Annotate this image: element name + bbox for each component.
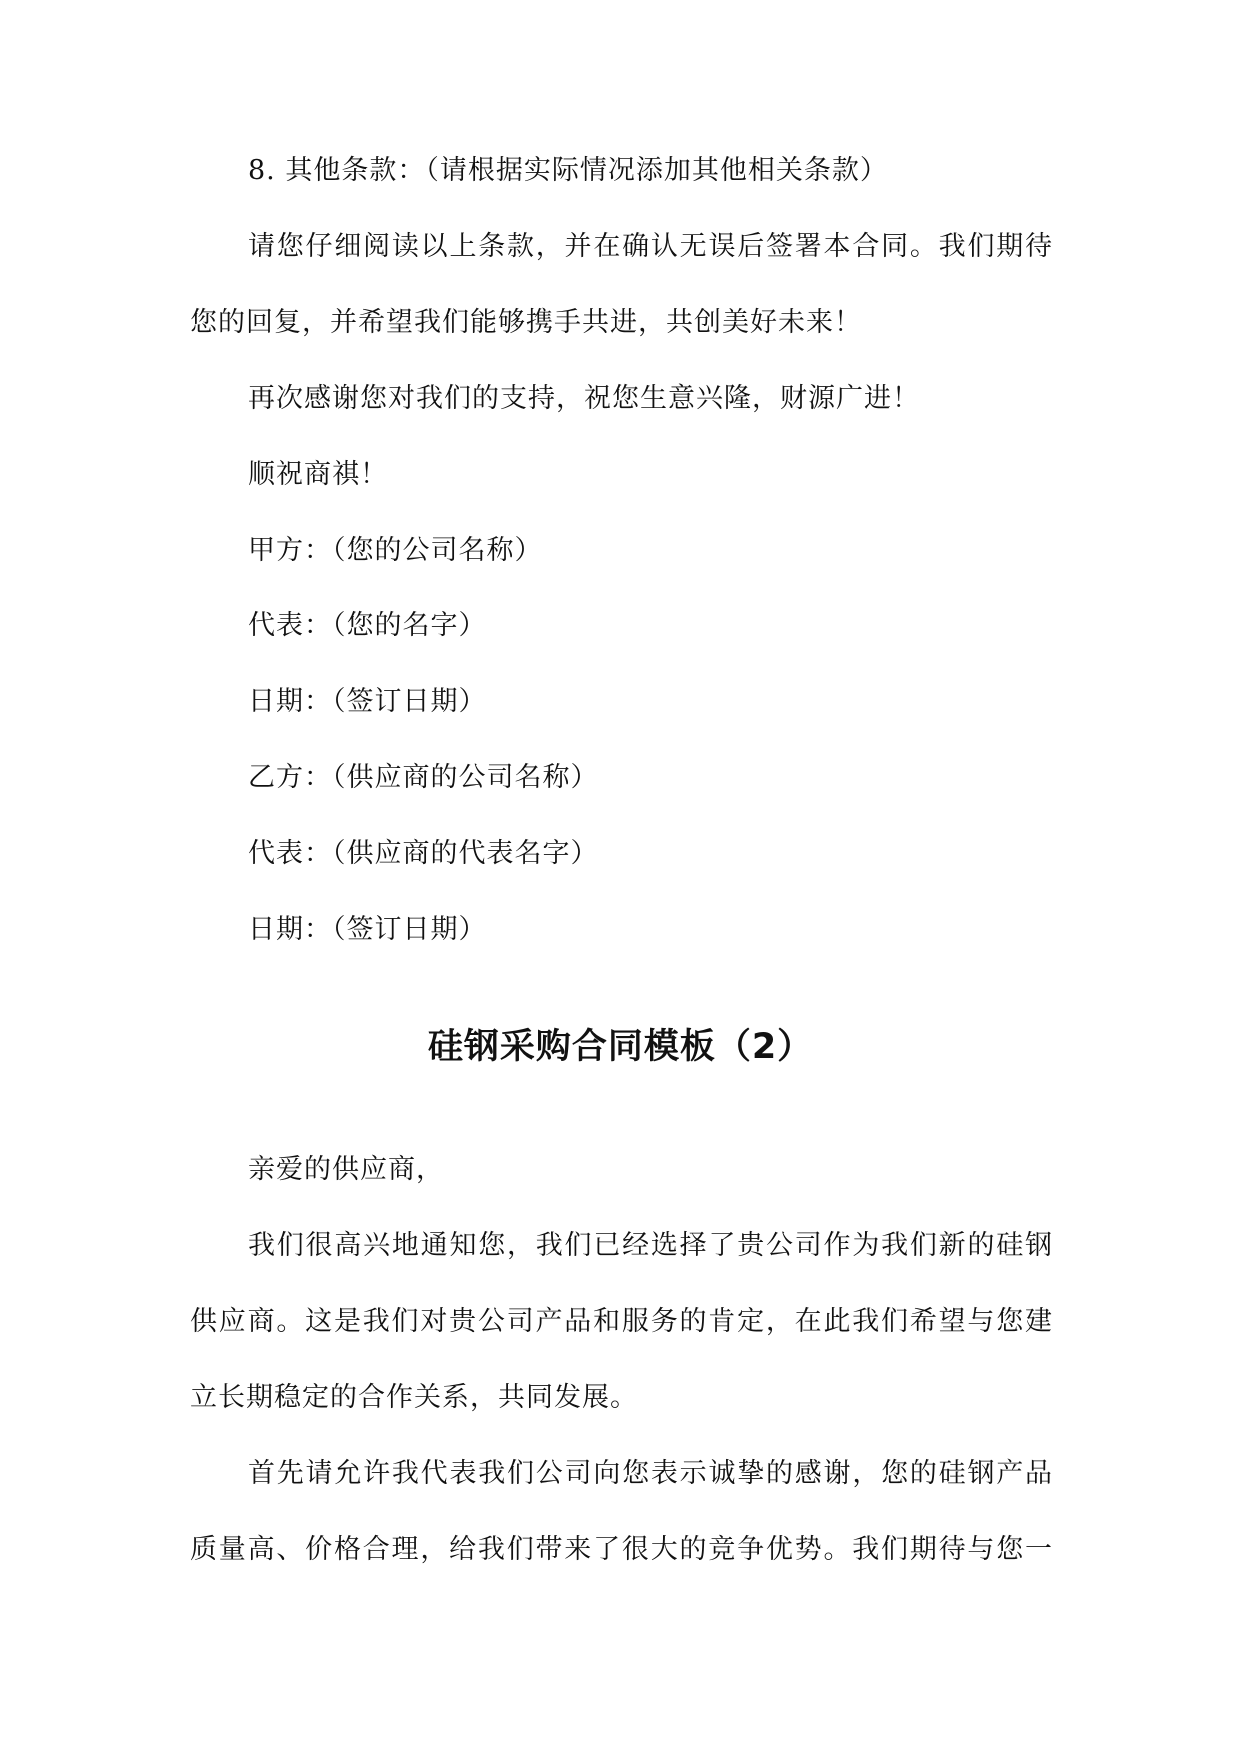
paragraph-2-line-2: 质量高、价格合理，给我们带来了很大的竞争优势。我们期待与您一 [190, 1534, 1053, 1565]
party-b-name: 乙方：（供应商的公司名称） [248, 762, 599, 793]
paragraph-1-line-2: 供应商。这是我们对贵公司产品和服务的肯定，在此我们希望与您建 [190, 1306, 1053, 1337]
paragraph-2-line-1: 首先请允许我代表我们公司向您表示诚挚的感谢，您的硅钢产品 [248, 1458, 1053, 1489]
read-terms-line-1: 请您仔细阅读以上条款，并在确认无误后签署本合同。我们期待 [248, 231, 1053, 262]
greeting: 亲爱的供应商， [248, 1154, 444, 1185]
party-a-representative: 代表：（您的名字） [248, 610, 487, 641]
paragraph-1-line-3: 立长期稳定的合作关系，共同发展。 [190, 1382, 638, 1413]
party-a-name: 甲方：（您的公司名称） [248, 535, 543, 566]
paragraph-1-line-1: 我们很高兴地通知您，我们已经选择了贵公司作为我们新的硅钢 [248, 1230, 1053, 1261]
party-a-date: 日期：（签订日期） [248, 686, 487, 717]
read-terms-line-2: 您的回复，并希望我们能够携手共进，共创美好未来！ [190, 307, 862, 338]
thanks-line: 再次感谢您对我们的支持，祝您生意兴隆，财源广进！ [248, 383, 920, 414]
contract-template-title: 硅钢采购合同模板（2） [427, 1027, 814, 1067]
closing-regards: 顺祝商祺！ [248, 459, 388, 490]
clause-8-other-terms: 8. 其他条款：（请根据实际情况添加其他相关条款） [248, 155, 888, 186]
party-b-representative: 代表：（供应商的代表名字） [248, 838, 599, 869]
party-b-date: 日期：（签订日期） [248, 914, 487, 945]
